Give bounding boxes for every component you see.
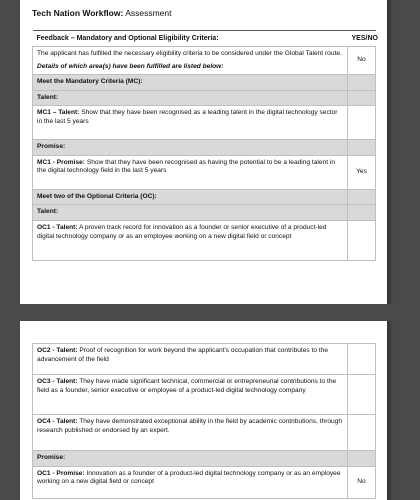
intro-text: The applicant has fulfilled the necessary eligibility criteria to be considered under the Global Talent route. (37, 50, 342, 58)
mandatory-answer-cell (348, 75, 376, 91)
oc3-talent-lead: OC3 - Talent: (37, 378, 78, 385)
oc3-talent-text: They have made significant technical, commercial or entrepreneurial contributions to the field as a founder, senior executive or employee of a product-led digital technology company (37, 378, 337, 394)
oc1-promise-lead: OC1 - Promise: (37, 469, 85, 477)
oc2-talent-lead: OC2 - Talent: (37, 347, 78, 354)
mc1-promise-cell (33, 155, 348, 189)
mandatory-label: Meet the Mandatory Criteria (MC): (33, 75, 348, 91)
oc1-talent-cell (33, 221, 348, 261)
workflow-title (32, 8, 171, 18)
mc1-talent-lead: MC1 – Talent: (37, 109, 80, 117)
promise-label: Promise: (33, 140, 348, 156)
oc3-talent-row (33, 375, 376, 415)
talent-answer-cell (348, 90, 376, 106)
details-label: Details of which area(s) have been fulfilled are listed below: (37, 62, 224, 70)
talent-label-2: Talent: (33, 205, 348, 221)
oc4-talent-lead: OC4 - Talent: (37, 418, 78, 425)
document-page-2 (20, 321, 387, 500)
oc1-talent-lead: OC1 - Talent: (37, 224, 78, 232)
oc2-talent-text: Proof of recognition for work beyond the applicant's occupation that contributes to the advancement of the field (37, 347, 329, 363)
mc1-talent-row (33, 106, 376, 140)
promise-section-row-2 (33, 451, 376, 467)
optional-criteria-table (32, 343, 376, 499)
mc1-promise-answer: Yes (348, 155, 376, 189)
optional-section-row (33, 189, 376, 205)
oc2-talent-answer (348, 344, 376, 375)
oc3-talent-answer (348, 375, 376, 415)
talent-section-row (33, 90, 376, 106)
optional-answer-cell (348, 189, 376, 205)
oc2-talent-cell (33, 344, 348, 375)
page-shadow-2 (387, 321, 393, 500)
oc4-talent-row (33, 415, 376, 451)
mc1-talent-cell (33, 106, 348, 140)
table-header-row (33, 31, 376, 47)
promise-section-row (33, 140, 376, 156)
promise-answer-cell-2 (348, 451, 376, 467)
talent-answer-cell-2 (348, 205, 376, 221)
oc1-promise-row (33, 466, 376, 498)
oc1-promise-answer: No (348, 466, 376, 498)
oc2-talent-row (33, 344, 376, 375)
talent-section-row-2 (33, 205, 376, 221)
mc1-promise-lead: MC1 - Promise: (37, 158, 85, 166)
oc1-promise-text: Innovation as a founder of a product-led digital technology company or as an employee working on a new digital field or concept (37, 469, 341, 486)
mc1-promise-text: Show that they have been recognised as having the potential to be a leading talent in the digital technology field in the last 5 years (37, 158, 336, 175)
document-page-1 (20, 0, 387, 304)
workflow-title-label: Tech Nation Workflow: (32, 8, 124, 18)
eligibility-table (32, 30, 376, 261)
intro-cell (33, 47, 348, 75)
talent-label: Talent: (33, 90, 348, 106)
oc3-talent-cell (33, 375, 348, 415)
table-heading: Feedback – Mandatory and Optional Eligibility Criteria: (33, 31, 348, 47)
oc4-talent-answer (348, 415, 376, 451)
mc1-promise-row (33, 155, 376, 189)
oc1-promise-cell (33, 466, 348, 498)
oc1-talent-answer (348, 221, 376, 261)
mandatory-section-row (33, 75, 376, 91)
intro-row (33, 47, 376, 75)
oc1-talent-row (33, 221, 376, 261)
page-shadow (387, 0, 393, 304)
intro-answer: No (348, 47, 376, 75)
optional-label: Meet two of the Optional Criteria (OC): (33, 189, 348, 205)
oc4-talent-cell (33, 415, 348, 451)
promise-answer-cell (348, 140, 376, 156)
yes-no-heading: YES/NO (348, 31, 376, 47)
oc1-talent-text: A proven track record for innovation as a founder or senior executive of a product-led digital technology company or as an employee working on a new digital field or concept (37, 224, 327, 240)
workflow-title-value: Assessment (123, 8, 172, 18)
oc4-talent-text: They have demonstrated exceptional ability in the field by academic contributions, through research published or endorsed by an expert. (37, 418, 343, 434)
promise-label-2: Promise: (33, 451, 348, 467)
mc1-talent-text: Show that they have been recognised as a leading talent in the digital technology sector in the last 5 years (37, 109, 338, 125)
mc1-talent-answer (348, 106, 376, 140)
